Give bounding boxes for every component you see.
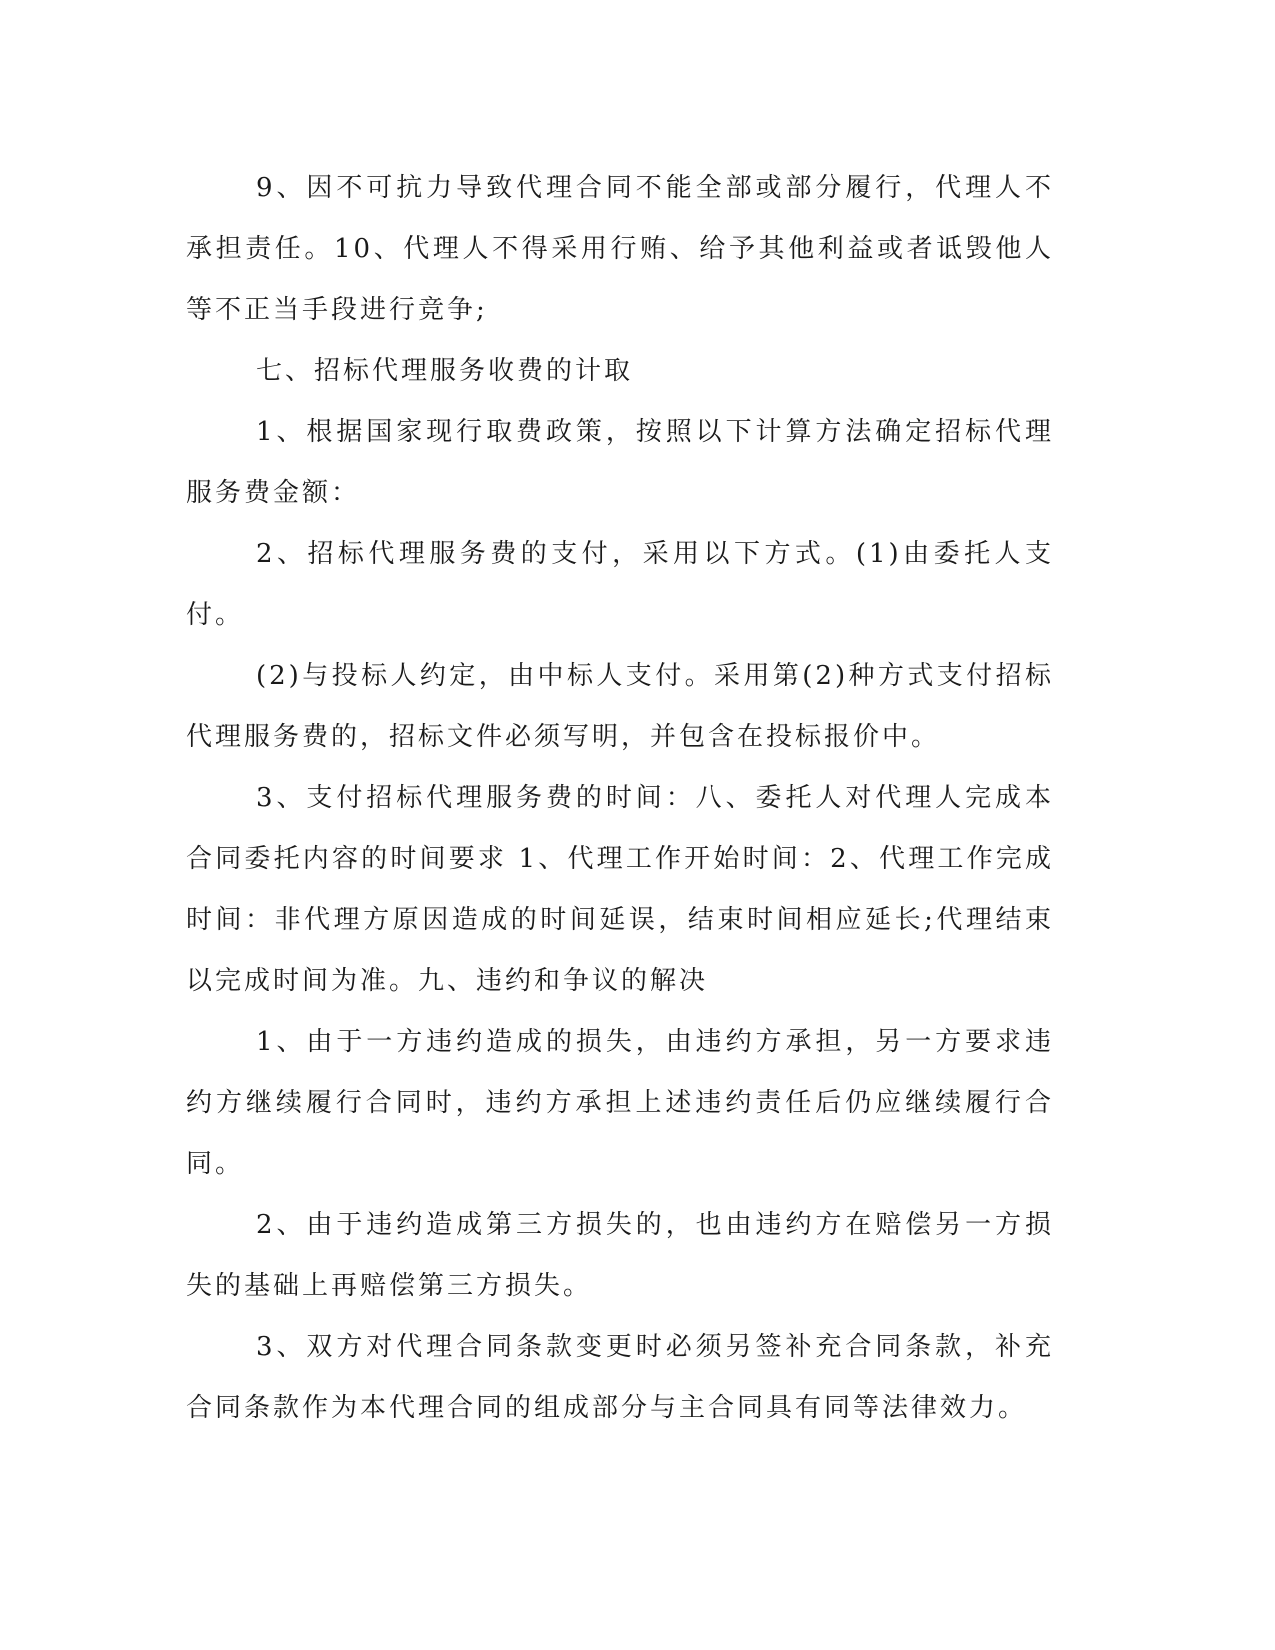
paragraph-fee-time: 3、支付招标代理服务费的时间：八、委托人对代理人完成本合同委托内容的时间要求 1、代理工作开始时间：2、代理工作完成时间：非代理方原因造成的时间延误，结束时间相应延长;代理结束以完成时间为准。九、违约和争议的解决	[186, 783, 1054, 996]
paragraph-third-party-loss: 2、由于违约造成第三方损失的，也由违约方在赔偿另一方损失的基础上再赔偿第三方损失。	[186, 1210, 1054, 1301]
document-body	[186, 158, 1054, 1439]
paragraph-force-majeure: 9、因不可抗力导致代理合同不能全部或部分履行，代理人不承担责任。10、代理人不得采用行贿、给予其他利益或者诋毁他人等不正当手段进行竞争;	[186, 173, 1054, 325]
paragraph-fee-amount: 1、根据国家现行取费政策，按照以下计算方法确定招标代理服务费金额：	[186, 417, 1054, 508]
section-heading-fee-calculation: 七、招标代理服务收费的计取	[256, 356, 634, 386]
paragraph-fee-bidder: (2)与投标人约定，由中标人支付。采用第(2)种方式支付招标代理服务费的，招标文件必须写明，并包含在投标报价中。	[186, 661, 1054, 752]
paragraph-breach-loss: 1、由于一方违约造成的损失，由违约方承担，另一方要求违约方继续履行合同时，违约方承担上述违约责任后仍应继续履行合同。	[186, 1027, 1054, 1179]
paragraph-supplementary-clauses: 3、双方对代理合同条款变更时必须另签补充合同条款，补充合同条款作为本代理合同的组成部分与主合同具有同等法律效力。	[186, 1332, 1054, 1423]
paragraph-fee-payment: 2、招标代理服务费的支付，采用以下方式。(1)由委托人支付。	[186, 539, 1054, 630]
